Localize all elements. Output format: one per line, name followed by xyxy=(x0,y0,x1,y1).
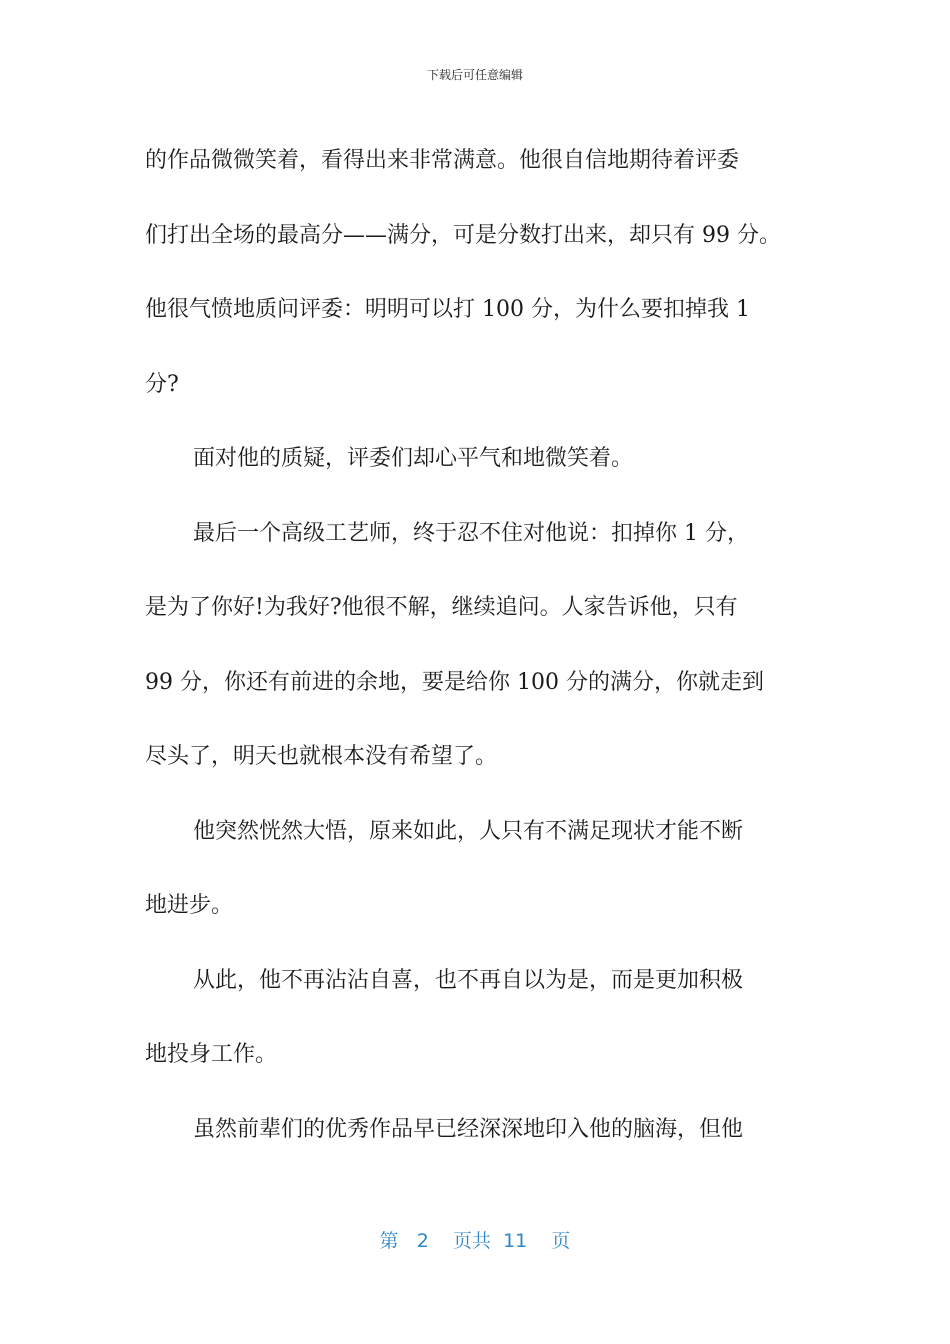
paragraph-line: 尽头了，明天也就根本没有希望了。 xyxy=(145,744,498,769)
body-text xyxy=(145,124,825,1167)
footer-prefix: 第 xyxy=(379,1230,399,1252)
paragraph-line: 从此，他不再沾沾自喜，也不再自以为是，而是更加积极 xyxy=(193,967,744,993)
footer-suffix: 页 xyxy=(551,1230,571,1252)
paragraph-line: 分? xyxy=(145,371,179,397)
footer-middle: 页共 xyxy=(452,1230,491,1252)
paragraph-line: 的作品微微笑着，看得出来非常满意。他很自信地期待着评委 xyxy=(145,148,740,173)
paragraph-line: 虽然前辈们的优秀作品早已经深深地印入他的脑海，但他 xyxy=(193,1116,744,1142)
paragraph-line: 面对他的质疑，评委们却心平气和地微笑着。 xyxy=(193,446,634,471)
paragraph-line: 们打出全场的最高分——满分，可是分数打出来，却只有 99 分。 xyxy=(145,222,781,248)
paragraph-line: 99 分，你还有前进的余地，要是给你 100 分的满分，你就走到 xyxy=(145,669,764,695)
paragraph-line: 是为了你好!为我好?他很不解，继续追问。人家告诉他，只有 xyxy=(145,595,738,620)
current-page-number: 2 xyxy=(416,1230,429,1252)
page-number-footer xyxy=(0,1226,950,1253)
paragraph-line: 地投身工作。 xyxy=(145,1042,278,1067)
paragraph-line: 他突然恍然大悟，原来如此，人只有不满足现状才能不断 xyxy=(193,818,744,844)
paragraph-line: 最后一个高级工艺师，终于忍不住对他说：扣掉你 1 分， xyxy=(193,520,749,546)
total-pages-number: 11 xyxy=(503,1230,528,1252)
paragraph-line: 地进步。 xyxy=(145,893,234,918)
paragraph-line: 他很气愤地质问评委：明明可以打 100 分，为什么要扣掉我 1 xyxy=(145,297,750,322)
page-header: 下载后可任意编辑 xyxy=(426,68,523,82)
